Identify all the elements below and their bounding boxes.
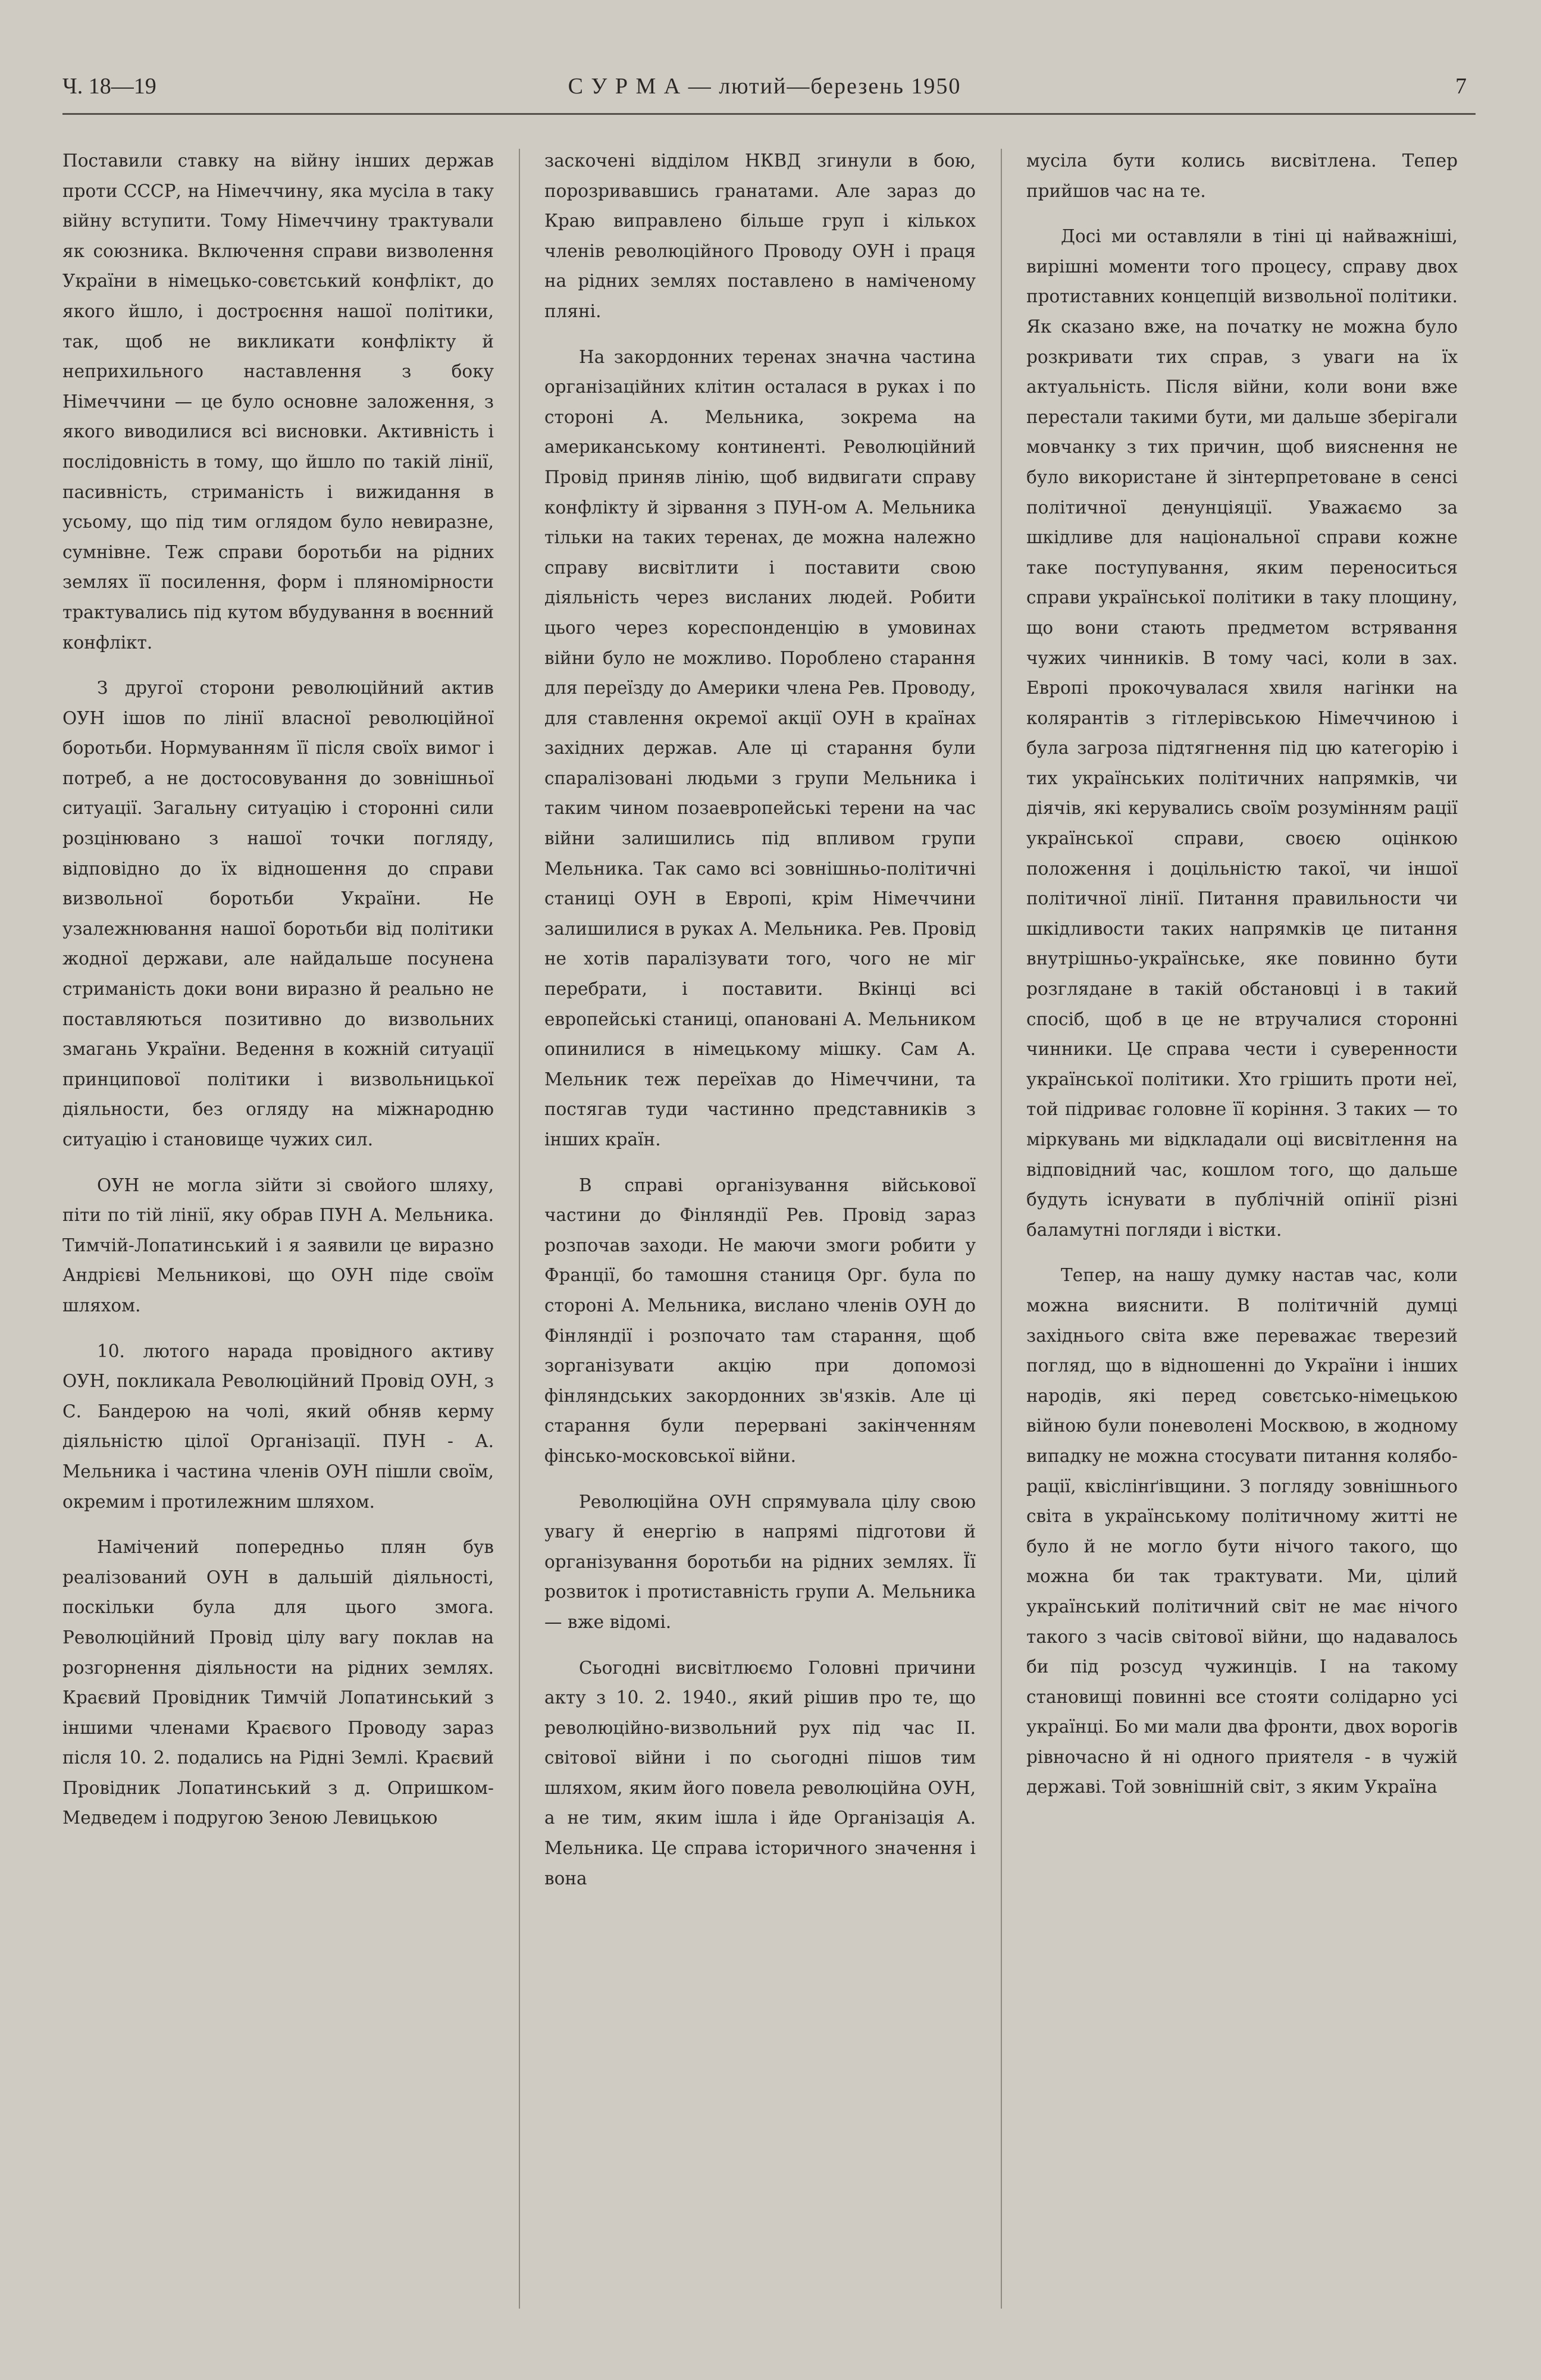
text-column-3 [1026, 146, 1458, 2318]
article-paragraph: Досі ми оставляли в тіні ці найважніші, вирішні моменти того процесу, справу двох протиставних концепцій визвольної політики. Як сказано вже, на початку не можна було розкривати тих справ, з уваги на їх актуальність. Після війни, коли вони вже перестали такими бути, ми дальше зберігали мовчанку з тих причин, щоб вияснення не було використане й зінтерпретоване в сенсі політичної денунціяції. Уважаємо за шкідливе для національної справи кожне таке поступування, яким переноситься справи української політики в таку площину, що вони стають предметом встрявання чужих чинників. В тому часі, коли в зах. Европі прокочувалася хвиля нагінки на колярантів з гітлерівською Німеччиною і була загроза підтягнення під цю категорію і тих українських політичних напрямків, чи діячів, які керувались своїм розумінням рації української справи, своєю оцінкою положення і доцільністю такої, чи іншої політичної лінії. Питання правильности чи шкідливости таких напрямків це питання внутрішньо-українське, яке повинно бути розглядане в такій обстановці і в такий спосіб, щоб в це не втручалися сторонні чинники. Це справа чести і суверенности української політики. Хто грішить проти неї, той підриває головне її коріння. З таких — то міркувань ми відкладали оці висвітлення на відповідний час, кошлом того, що дальше будуть існувати в публічній опінії різні баламутні погляди і вістки. [1026, 226, 1458, 1240]
page-number: 7 [1455, 74, 1467, 99]
article-paragraph: заскочені відділом НКВД згинули в бою, порозривавшись гранатами. Але зараз до Краю виправлено більше груп і кількох членів революційного Проводу ОУН і праця на рідних землях поставлено в наміченому пляні. [544, 151, 976, 321]
article-paragraph: Революційна ОУН спрямувала цілу свою увагу й енергію в напрямі підготови й організування боротьби на рідних землях. Її розвиток і протиставність групи А. Мельника — вже відомі. [544, 1491, 976, 1632]
article-paragraph: В справі організування військової частини до Фінляндії Рев. Провід зараз розпочав заходи. Не маючи змоги робити у Франції, бо тамошня станиця Орг. була по стороні А. Мельника, вислано членів ОУН до Фінляндії і розпочато там старання, щоб зорганізувати акцію при допомозі фінляндських закордонних зв'язків. Але ці старання були перервані закінченням фінсько-московської війни. [544, 1175, 976, 1466]
article-paragraph: Поставили ставку на війну інших держав проти СССР, на Німеччину, яка мусіла в таку війну вступити. Тому Німеччину трактували як союзника. Включення справи визволення України в німецько-совєтський конфлікт, до якого йшло, і достроєння нашої політики, так, щоб не викликати конфлікту й неприхильного наставлення з боку Німеччини — це було основне заложення, з якого виводилися всі висновки. Активність і послідовність в тому, що йшло по такій лінії, пасивність, стриманість і вижидання в усьому, що під тим оглядом було невиразне, сумнівне. Теж справи боротьби на рідних землях її посилення, форм і пляномірности трактувались під кутом вбудування в воєнний конфлікт. [62, 151, 494, 653]
article-paragraph: На закордонних теренах значна частина організаційних клітин осталася в руках і по стороні А. Мельника, зокрема на американському континенті. Революційний Провід приняв лінію, щоб видвигати справу конфлікту й зірвання з ПУН-ом А. Мельника тільки на таких теренах, де можна належно справу висвітлити і поставити свою діяльність через висланих людей. Робити цього через кореспонденцію в умовинах війни було не можливо. Пороблено старання для переїзду до Америки члена Рев. Проводу, для ставлення окремої акції ОУН в країнах західних держав. Але ці старання були спаралізовані людьми з групи Мельника і таким чином позаевропейські терени на час війни залишились під впливом групи Мельника. Так само всі зовнішньо-політичні станиці ОУН в Европі, крім Німеччини залишилися в руках А. Мельника. Рев. Провід не хотів паралізувати того, чого не міг перебрати, і поставити. Вкінці всі европейські станиці, опановані А. Мельником опинилися в німецькому мішку. Сам А. Мельник теж переїхав до Німеччини, та постягав туди частинно представників з інших країн. [544, 346, 976, 1150]
column-divider [519, 149, 520, 2309]
article-paragraph: Тепер, на нашу думку настав час, коли можна вияснити. В політичній думці західнього світа вже переважає тверезий погляд, що в відношенні до України і інших народів, які перед совєтсько-німецькою війною були поневолені Москвою, в жодному випадку не можна стосувати питання колябо-рації, квіслінґівщини. З погляду зовнішнього світа в українському політичному житті не було й не могло бути нічого такого, що можна би так трактувати. Ми, цілий український політичний світ не має нічого такого з часів світової війни, що надавалось би під розсуд чужинців. І на такому становищі повинні все стояти солідарно усі українці. Бо ми мали два фронти, двох ворогів рівночасно й ні одного приятеля - в чужій державі. Той зовнішній світ, з яким Україна [1026, 1265, 1458, 1797]
article-paragraph: З другої сторони революційний актив ОУН ішов по лінії власної революційної боротьби. Нормуванням її після своїх вимог і потреб, а не достосовування до зовнішньої ситуації. Загальну ситуацію і сторонні сили розцінювано з нашої точки погляду, відповідно до їх відношення до справи визвольної боротьби України. Не узалежнювання нашої боротьби від політики жодної держави, але найдальше посунена стриманість доки вони виразно й реально не поставляються позитивно до визвольних змагань України. Ведення в кожній ситуації принципової політики і визвольницької діяльности, без огляду на міжнародню ситуацію і становище чужих сил. [62, 678, 494, 1150]
text-column-1 [62, 146, 494, 2318]
publication-title: С У Р М А — лютий—березень 1950 [568, 74, 961, 99]
column-divider [1001, 149, 1002, 2309]
article-paragraph: мусіла бути колись висвітлена. Тепер прийшов час на те. [1026, 151, 1458, 201]
article-paragraph: Намічений попередньо плян був реалізований ОУН в дальшій діяльності, поскільки була для цього змога. Революційний Провід цілу вагу поклав на розгорнення діяльности на рідних землях. Краєвий Провідник Тимчій Лопатинський з іншими членами Краєвого Проводу зараз після 10. 2. подались на Рідні Землі. Краєвий Провідник Лопатинський з д. Опришком-Медведем і подругою Зеною Левицькою [62, 1537, 494, 1828]
text-column-2 [544, 146, 976, 2318]
header-divider [62, 113, 1476, 115]
article-paragraph: Сьогодні висвітлюємо Головні причини акту з 10. 2. 1940., який рішив про те, що революційно-визвольний рух під час II. світової війни і по сьогодні пішов тим шляхом, яким його повела революційна ОУН, а не тим, яким ішла і йде Організація А. Мельника. Це справа історичного значення і вона [544, 1657, 976, 1889]
article-paragraph: 10. лютого нарада провідного активу ОУН, покликала Революційний Провід ОУН, з С. Бандерою на чолі, який обняв керму діяльністю цілої Організації. ПУН - А. Мельника і частина членів ОУН пішли своїм, окремим і протилежним шляхом. [62, 1341, 494, 1512]
issue-number: Ч. 18—19 [62, 74, 156, 99]
page-header [45, 65, 1484, 107]
article-paragraph: ОУН не могла зійти зі свойого шляху, піти по тій лінії, яку обрав ПУН А. Мельника. Тимчій-Лопатинський і я заявили це виразно Андрієві Мельникові, що ОУН піде своїм шляхом. [62, 1175, 494, 1316]
